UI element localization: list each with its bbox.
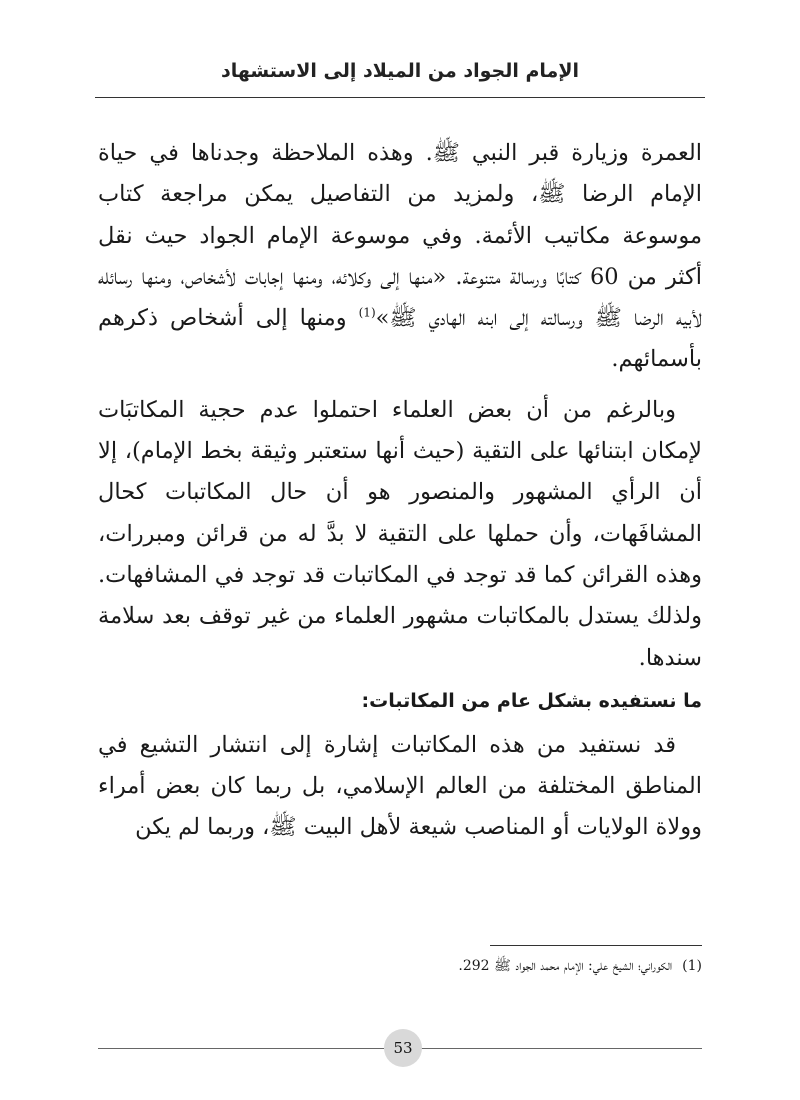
footnote-text: الكوراني؛ الشيخ علي: الإمام محمد الجواد ﷺ 292.: [458, 958, 673, 974]
paragraph-1-text: العمرة وزيارة قبر النبي ﷺ. وهذه الملاحظة وجدناها في حياة الإمام الرضا ﷺ، ولمزيد من التفاصيل يمكن مراجعة كتاب موسوعة مكاتيب الأئمة. وفي موسوعة الإمام الجواد حيث نقل أكثر من 60 كتابًا ورسالة متنوعة. «منها إلى وكلائه، ومنها إجابات لأشخاص، ومنها رسائله لأبيه الرضا ﷺ ورسالته إلى ابنه الهادي ﷺ»: [98, 140, 702, 332]
section-heading: ما نستفيده بشكل عام من المكاتبات:: [361, 689, 702, 712]
footer-rule-right: [416, 1048, 702, 1049]
paragraph-1: [98, 133, 702, 381]
footer-rule-left: [98, 1048, 384, 1049]
footnote-number: (1): [682, 958, 702, 974]
running-header: الإمام الجواد من الميلاد إلى الاستشهاد: [221, 60, 579, 82]
page-number: 53: [384, 1029, 422, 1067]
paragraph-1-tail: ومنها إلى أشخاص ذكرهم بأسمائهم.: [98, 305, 702, 373]
body-text: [98, 133, 702, 849]
footnote-divider: [490, 945, 702, 946]
paragraph-3: قد نستفيد من هذه المكاتبات إشارة إلى انتشار التشيع في المناطق المختلفة من العالم الإسلامي، بل ربما كان بعض أمراء وولاة الولايات أو المناصب شيعة لأهل البيت ﷺ، وربما لم يكن: [98, 731, 702, 841]
footnote: [98, 956, 702, 976]
header-divider: [95, 97, 705, 98]
paragraph-2: وبالرغم من أن بعض العلماء احتملوا عدم حجية المكاتبَات لإمكان ابتنائها على التقية (حيث أنها ستعتبر وثيقة بخط الإمام)، إلا أن الرأي المشهور والمنصور هو أن حال المكاتبات كحال المشافَهات، وأن حملها على التقية لا بدَّ له من قرائن ومبررات، وهذه القرائن كما قد توجد في المكاتبات قد توجد في المشافهات. ولذلك يستدل بالمكاتبات مشهور العلماء من غير توقف بعد سلامة سندها.: [98, 396, 702, 671]
footnote-reference[interactable]: (1): [358, 305, 376, 320]
